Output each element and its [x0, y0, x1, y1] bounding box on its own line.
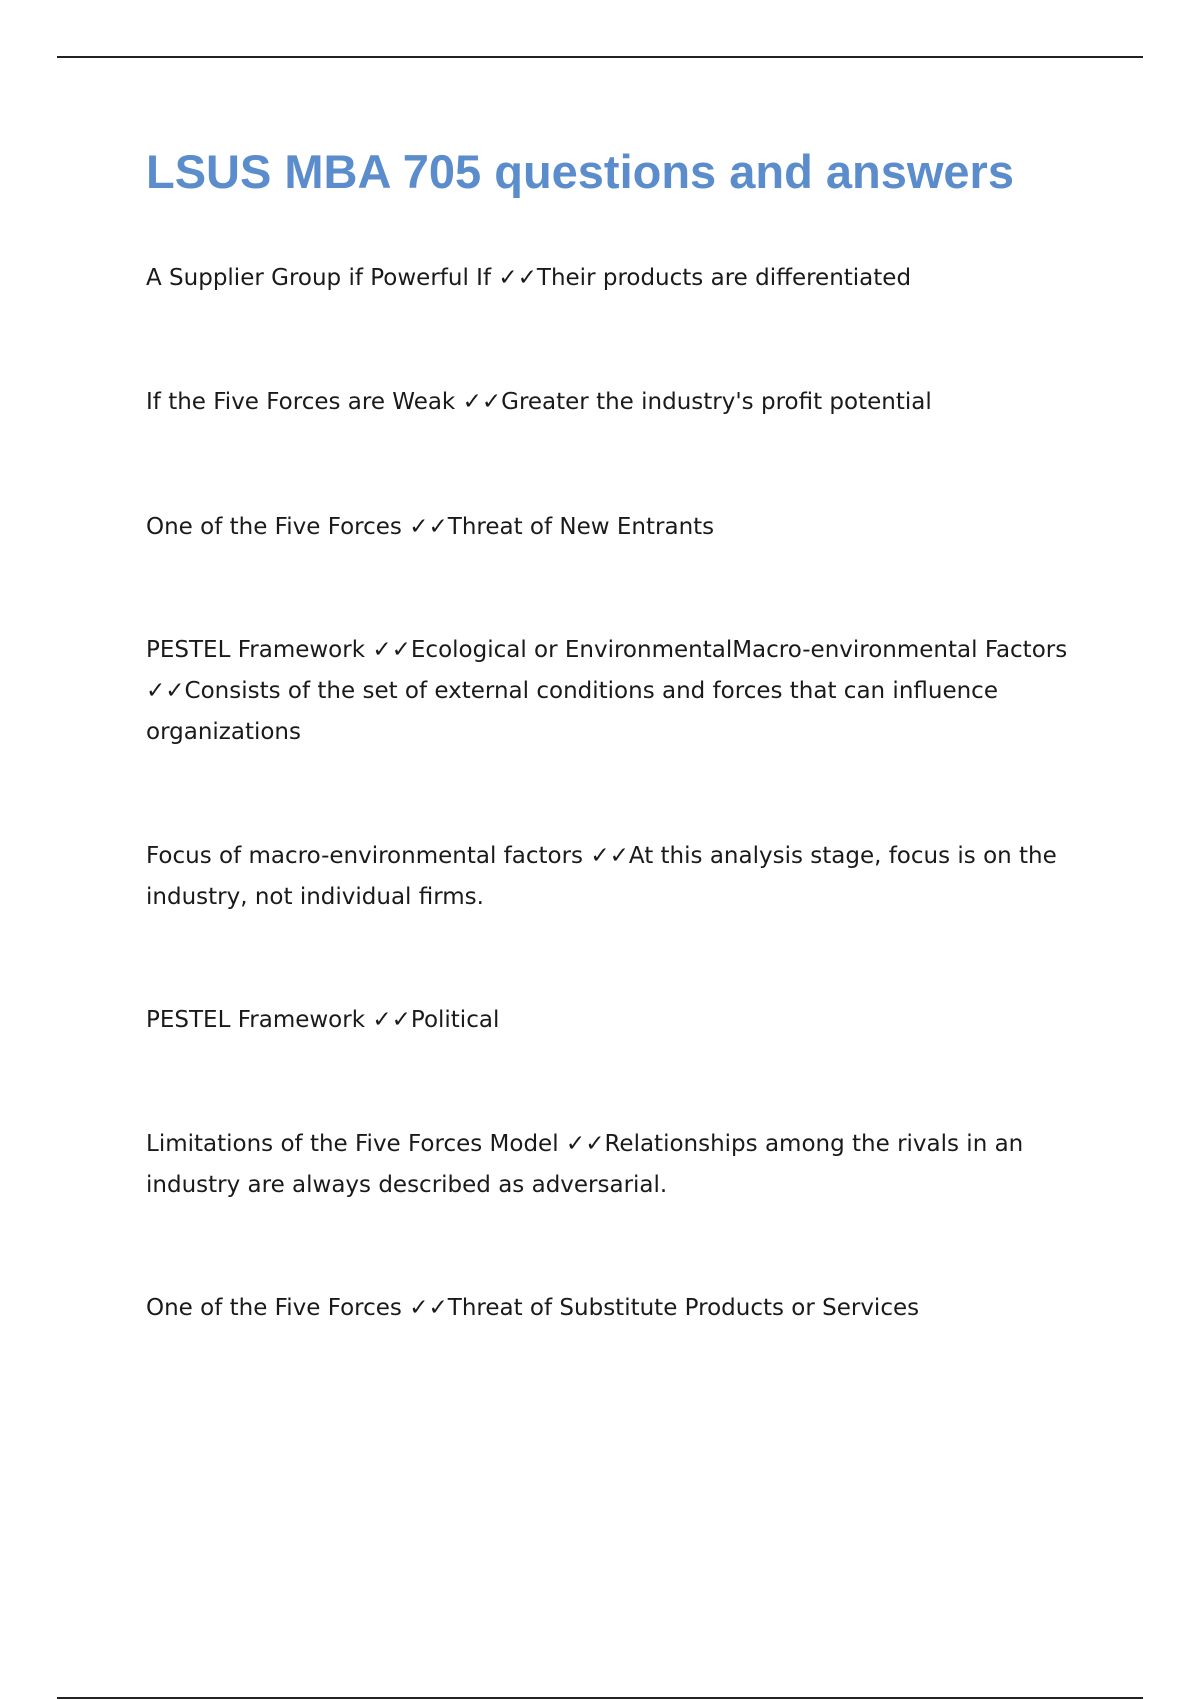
qa-item: [146, 382, 1086, 423]
qa-item: [146, 258, 1086, 299]
qa-item: [146, 1000, 1086, 1041]
question-text: PESTEL Framework: [146, 1007, 366, 1033]
answer-text: At this analysis stage, focus is on the industry, not individual firms.: [146, 843, 1057, 910]
check-icon: ✓✓: [409, 1295, 448, 1321]
answer-text: Threat of New Entrants: [447, 514, 715, 540]
check-icon: ✓✓: [590, 843, 629, 869]
answer-text: Ecological or EnvironmentalMacro-environmental Factors: [410, 637, 1068, 663]
check-icon: ✓✓: [409, 514, 448, 540]
bottom-rule: [57, 1697, 1143, 1699]
qa-item: [146, 1124, 1086, 1206]
question-text: One of the Five Forces: [146, 514, 402, 540]
answer-text: Greater the industry's profit potential: [501, 389, 932, 415]
check-icon: ✓✓: [462, 389, 502, 415]
answer-text: Political: [410, 1007, 500, 1033]
check-icon: ✓✓: [372, 1007, 411, 1033]
check-icon: ✓✓: [565, 1131, 605, 1157]
top-rule: [57, 56, 1143, 58]
qa-item: [146, 836, 1086, 918]
check-icon: ✓✓: [498, 265, 537, 291]
question-text: Limitations of the Five Forces Model: [146, 1131, 559, 1157]
answer-text: Their products are differentiated: [536, 265, 912, 291]
check-icon: ✓✓: [372, 637, 411, 663]
answer-text: Consists of the set of external conditions and forces that can influence organizations: [146, 678, 998, 745]
check-icon: ✓✓: [146, 678, 185, 704]
question-text: Focus of macro-environmental factors: [146, 843, 584, 869]
answer-text: Threat of Substitute Products or Services: [447, 1295, 920, 1321]
question-text: If the Five Forces are Weak: [146, 389, 456, 415]
qa-item: [146, 630, 1086, 753]
qa-item: [146, 1288, 1086, 1329]
answer-text: Relationships among the rivals in an industry are always described as adversarial.: [146, 1131, 1024, 1198]
question-text: A Supplier Group if Powerful If: [146, 265, 492, 291]
question-text: PESTEL Framework: [146, 637, 366, 663]
document-title: LSUS MBA 705 questions and answers: [146, 145, 1014, 198]
question-text: One of the Five Forces: [146, 1295, 402, 1321]
qa-item: [146, 507, 1086, 548]
